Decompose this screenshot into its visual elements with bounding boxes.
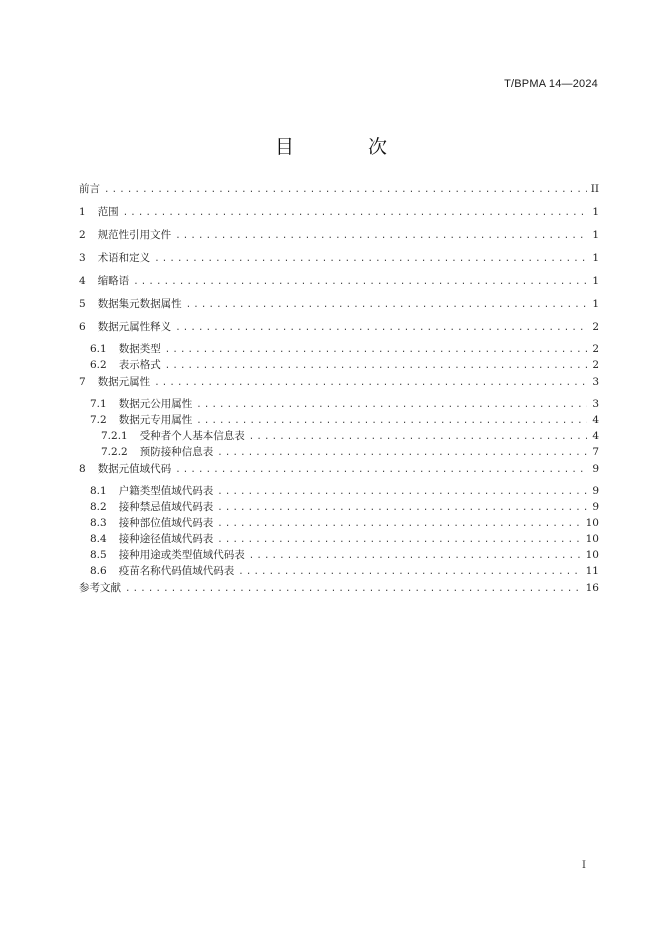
toc-entry-page: 9 <box>592 485 599 497</box>
toc-entry[interactable] <box>79 483 599 499</box>
toc-dot-leader <box>249 548 582 564</box>
toc-entry-label: 户籍类型值域代码表 <box>118 485 214 497</box>
toc-entry[interactable] <box>79 444 599 460</box>
toc-entry-page: 1 <box>592 298 599 310</box>
toc-entry-number: 4 <box>79 275 86 287</box>
toc-entry-label: 范围 <box>97 206 119 218</box>
toc-entry-number: 2 <box>79 229 86 241</box>
toc-entry[interactable] <box>79 272 599 295</box>
toc-entry[interactable] <box>79 412 599 428</box>
toc-entry-number: 7.2.1 <box>101 430 128 442</box>
toc-entry[interactable] <box>79 579 599 602</box>
toc-entry-label: 参考文献 <box>79 582 121 594</box>
toc-dot-leader <box>186 296 587 314</box>
toc-entry-number: 7.1 <box>90 398 107 410</box>
toc-entry-label: 数据集元数据属性 <box>97 298 182 310</box>
toc-entry-number: 3 <box>79 252 86 264</box>
toc-entry[interactable] <box>79 396 599 412</box>
toc-entry-number: 1 <box>79 206 86 218</box>
toc-entry-page: 2 <box>592 343 599 355</box>
toc-entry[interactable] <box>79 460 599 483</box>
toc-entry-page: 1 <box>592 229 599 241</box>
toc-dot-leader <box>196 397 587 413</box>
toc-entry-page: 10 <box>585 517 599 529</box>
toc-dot-leader <box>217 532 581 548</box>
toc-entry-number: 5 <box>79 298 86 310</box>
toc-dot-leader <box>238 564 581 580</box>
toc-dot-leader <box>154 250 587 268</box>
toc-entry-page: 16 <box>585 582 599 594</box>
toc-entry-label: 术语和定义 <box>97 252 151 264</box>
toc-entry-number: 6.1 <box>90 343 107 355</box>
toc-entry-label: 数据元公用属性 <box>118 398 193 410</box>
toc-entry-page: II <box>590 183 599 195</box>
toc-dot-leader <box>196 413 587 429</box>
toc-dot-leader <box>104 181 587 199</box>
toc-entry-page: 3 <box>592 376 599 388</box>
toc-entry-page: 2 <box>592 359 599 371</box>
toc-entry-page: 2 <box>592 321 599 333</box>
toc-entry-number: 7.2 <box>90 414 107 426</box>
toc-entry-label: 预防接种信息表 <box>139 446 214 458</box>
toc-entry-label: 受种者个人基本信息表 <box>139 430 245 442</box>
toc-entry[interactable] <box>79 428 599 444</box>
toc-dot-leader <box>125 580 582 598</box>
toc-entry-label: 数据类型 <box>118 343 161 355</box>
toc-dot-leader <box>165 358 587 374</box>
toc-entry-label: 规范性引用文件 <box>97 229 172 241</box>
toc-entry-page: 1 <box>592 206 599 218</box>
toc-dot-leader <box>123 204 587 222</box>
toc-entry-number: 8.6 <box>90 565 107 577</box>
toc-dot-leader <box>217 516 581 532</box>
toc-entry-page: 10 <box>585 533 599 545</box>
toc-entry-page: 7 <box>592 446 599 458</box>
toc-entry-label: 数据元专用属性 <box>118 414 193 426</box>
toc-dot-leader <box>175 461 587 479</box>
toc-entry-label: 表示格式 <box>118 359 161 371</box>
toc-entry[interactable] <box>79 341 599 357</box>
toc-entry-label: 接种途径值域代码表 <box>118 533 214 545</box>
toc-entry-number: 8.1 <box>90 485 107 497</box>
toc-entry-page: 1 <box>592 275 599 287</box>
toc-dot-leader <box>217 484 587 500</box>
toc-entry[interactable] <box>79 249 599 272</box>
toc-dot-leader <box>217 500 587 516</box>
toc-entry[interactable] <box>79 295 599 318</box>
toc-entry-number: 8.2 <box>90 501 107 513</box>
toc-entry-number: 8.4 <box>90 533 107 545</box>
toc-dot-leader <box>133 273 587 291</box>
toc-entry[interactable] <box>79 373 599 396</box>
toc-entry[interactable] <box>79 515 599 531</box>
toc-entry-label: 数据元值域代码 <box>97 463 172 475</box>
toc-entry[interactable] <box>79 499 599 515</box>
toc-entry-label: 接种用途或类型值域代码表 <box>118 549 245 561</box>
toc-entry-label: 疫苗名称代码值域代码表 <box>118 565 235 577</box>
toc-entry-label: 接种部位值域代码表 <box>118 517 214 529</box>
toc-entry-page: 4 <box>592 430 599 442</box>
toc-entry-number: 6.2 <box>90 359 107 371</box>
toc-entry-number: 6 <box>79 321 86 333</box>
toc-entry-page: 10 <box>585 549 599 561</box>
toc-entry-label: 缩略语 <box>97 275 130 287</box>
toc-entry[interactable] <box>79 318 599 341</box>
toc-dot-leader <box>175 227 587 245</box>
toc-dot-leader <box>249 429 587 445</box>
page-number: I <box>582 860 586 871</box>
toc-entry-label: 接种禁忌值域代码表 <box>118 501 214 513</box>
toc-dot-leader <box>175 319 587 337</box>
toc-entry-page: 3 <box>592 398 599 410</box>
document-id: T/BPMA 14—2024 <box>504 78 598 90</box>
toc-entry-number: 8 <box>79 463 86 475</box>
toc-entry-number: 7.2.2 <box>101 446 128 458</box>
toc-dot-leader <box>165 342 587 358</box>
toc-entry[interactable] <box>79 547 599 563</box>
toc-entry-label: 数据元属性释义 <box>97 321 172 333</box>
toc-entry-page: 9 <box>592 501 599 513</box>
toc-dot-leader <box>154 374 587 392</box>
toc-entry-number: 8.3 <box>90 517 107 529</box>
toc-entry-page: 9 <box>592 463 599 475</box>
toc-entry[interactable] <box>79 203 599 226</box>
toc-entry[interactable] <box>79 357 599 373</box>
toc-entry[interactable] <box>79 531 599 547</box>
toc-entry[interactable] <box>79 180 599 203</box>
toc-entry-label: 前言 <box>79 183 100 195</box>
table-of-contents <box>79 180 599 602</box>
toc-entry-label: 数据元属性 <box>97 376 151 388</box>
toc-entry-page: 11 <box>585 565 599 577</box>
toc-title: 目 次 <box>274 136 422 158</box>
toc-entry[interactable] <box>79 563 599 579</box>
toc-dot-leader <box>217 445 587 461</box>
toc-entry-page: 4 <box>592 414 599 426</box>
toc-entry[interactable] <box>79 226 599 249</box>
toc-entry-page: 1 <box>592 252 599 264</box>
toc-entry-number: 8.5 <box>90 549 107 561</box>
toc-entry-number: 7 <box>79 376 86 388</box>
